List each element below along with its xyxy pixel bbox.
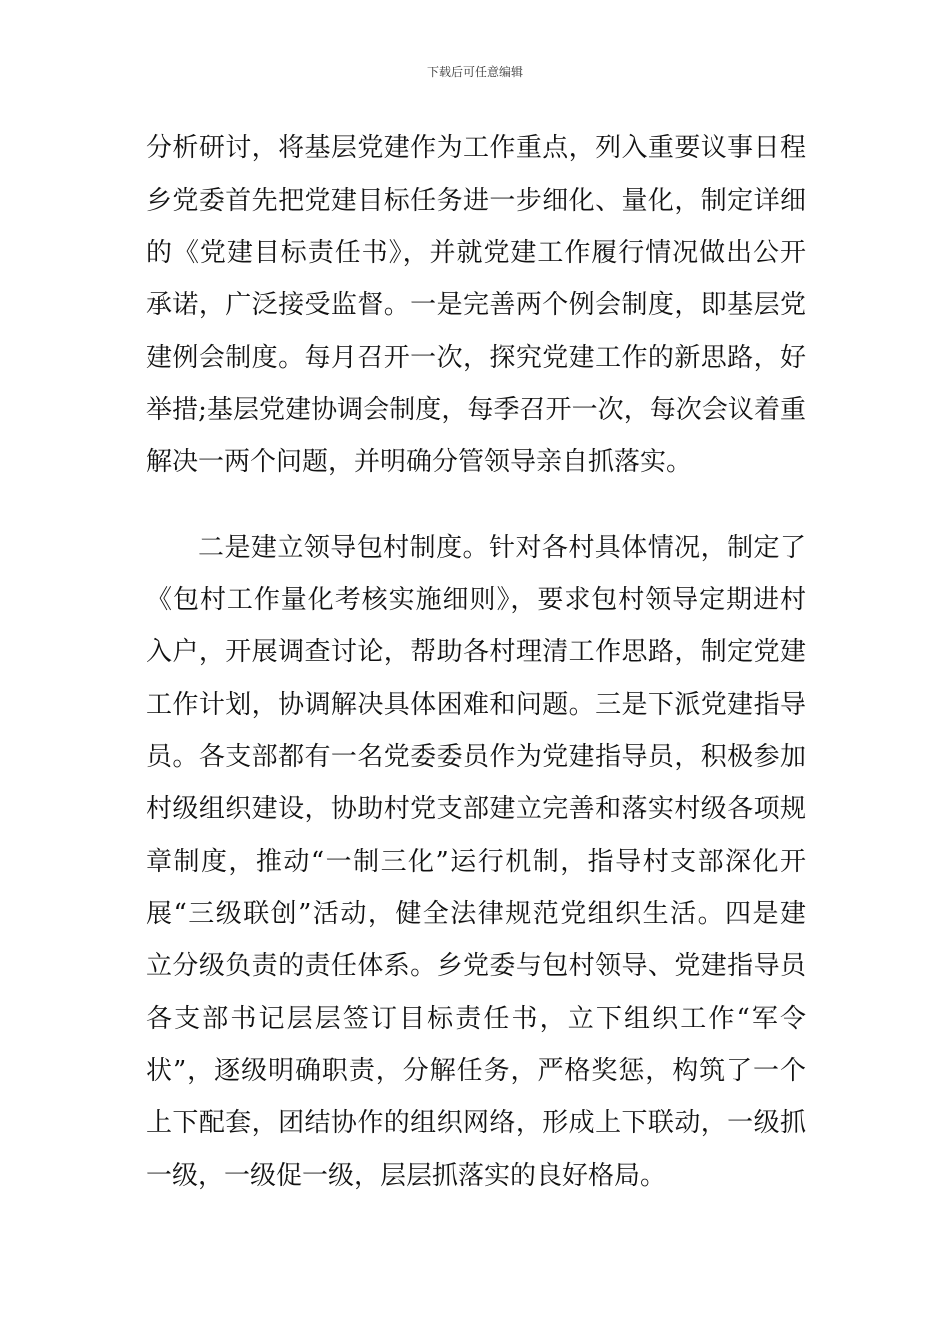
paragraph-2-line-6: 村级组织建设，协助村党支部建立完善和落实村级各项规 [146, 794, 806, 824]
paragraph-1-line-6: 举措;基层党建协调会制度，每季召开一次，每次会议着重 [146, 395, 806, 425]
page-header-note: 下载后可任意编辑 [426, 65, 523, 79]
paragraph-2-line-3: 入户，开展调查讨论，帮助各村理清工作思路，制定党建 [146, 637, 806, 667]
paragraph-2-line-7: 章制度，推动“一制三化”运行机制，指导村支部深化开 [146, 847, 806, 877]
paragraph-2-line-11: 状”，逐级明确职责，分解任务，严格奖惩，构筑了一个 [146, 1056, 806, 1086]
paragraph-2-line-9: 立分级负责的责任体系。乡党委与包村领导、党建指导员 [146, 951, 806, 981]
paragraph-2-line-5: 员。各支部都有一名党委委员作为党建指导员，积极参加 [146, 742, 806, 772]
paragraph-1-line-3: 的《党建目标责任书》，并就党建工作履行情况做出公开 [146, 238, 806, 268]
paragraph-1-line-1: 分析研讨，将基层党建作为工作重点，列入重要议事日程 [146, 133, 806, 163]
paragraph-2-line-13: 一级，一级促一级，层层抓落实的良好格局。 [146, 1161, 667, 1191]
paragraph-1-line-5: 建例会制度。每月召开一次，探究党建工作的新思路，好 [146, 343, 806, 373]
paragraph-2-line-4: 工作计划，协调解决具体困难和问题。三是下派党建指导 [146, 690, 806, 720]
paragraph-2-line-8: 展“三级联创”活动，健全法律规范党组织生活。四是建 [146, 899, 806, 929]
paragraph-1-line-4: 承诺，广泛接受监督。一是完善两个例会制度，即基层党 [146, 290, 806, 320]
paragraph-1-line-7: 解决一两个问题，并明确分管领导亲自抓落实。 [146, 447, 693, 477]
paragraph-1-line-2: 乡党委首先把党建目标任务进一步细化、量化，制定详细 [146, 186, 806, 216]
paragraph-2-line-2: 《包村工作量化考核实施细则》，要求包村领导定期进村 [146, 585, 806, 615]
paragraph-2-line-1: 二是建立领导包村制度。针对各村具体情况，制定了 [198, 533, 806, 563]
paragraph-2-line-12: 上下配套，团结协作的组织网络，形成上下联动，一级抓 [146, 1108, 806, 1138]
paragraph-2-line-10: 各支部书记层层签订目标责任书，立下组织工作“军令 [146, 1004, 806, 1034]
